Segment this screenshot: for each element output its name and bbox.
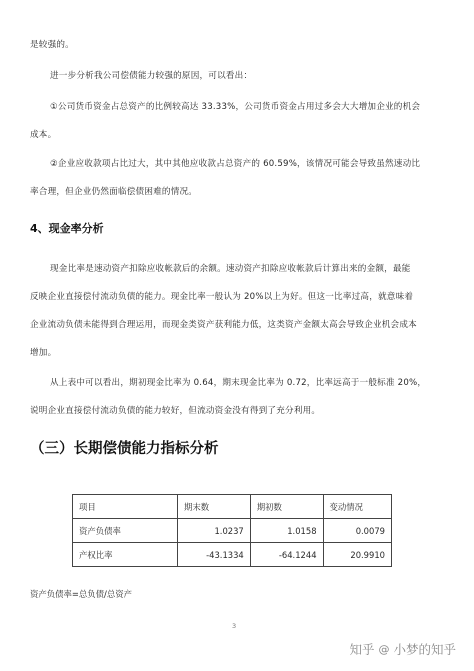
table-row xyxy=(73,519,392,543)
watermark-author: 小梦的知乎 xyxy=(393,642,456,657)
table-cell-value: 1.0158 xyxy=(250,519,323,543)
paragraph-point-1-line-1: ①公司货币资金占总资产的比例较高达 33.33%，公司货币资金占用过多会大大增加企业的机会 xyxy=(50,102,421,112)
paragraph-conclusion-tail: 是较强的。 xyxy=(30,40,74,50)
cash-ratio-conclusion-line-1: 从上表中可以看出，期初现金比率为 0.64，期末现金比率为 0.72，比率远高于一般标准 20%， xyxy=(50,378,427,388)
table-row xyxy=(73,543,392,567)
formula-note: 资产负债率=总负债/总资产 xyxy=(30,589,132,599)
paragraph-further-analysis: 进一步分析我公司偿债能力较强的原因，可以看出： xyxy=(50,71,253,81)
section-heading-long-term-solvency: （三）长期偿债能力指标分析 xyxy=(30,441,219,457)
paragraph-point-1-line-2: 成本。 xyxy=(30,130,57,140)
cash-ratio-paragraph-line-4: 增加。 xyxy=(30,348,57,358)
table-cell-item: 产权比率 xyxy=(73,543,178,567)
table-header-row xyxy=(73,495,392,519)
cash-ratio-paragraph-line-1: 现金比率是速动资产扣除应收帐款后的余额。速动资产扣除应收帐款后计算出来的金额，最能 xyxy=(50,264,411,274)
table-cell-value: 1.0237 xyxy=(178,519,251,543)
paragraph-point-2-line-1: ②企业应收款项占比过大，其中其他应收款占总资产的 60.59%，该情况可能会导致虽然速动比 xyxy=(50,159,421,169)
at-icon: @ xyxy=(378,642,390,656)
table-cell-value: -64.1244 xyxy=(250,543,323,567)
table-cell-value: -43.1334 xyxy=(178,543,251,567)
table-cell-value: 0.0079 xyxy=(323,519,391,543)
table-header-cell: 变动情况 xyxy=(323,495,391,519)
paragraph-point-2-line-2: 率合理，但企业仍然面临偿债困难的情况。 xyxy=(30,187,198,197)
table-cell-item: 资产负债率 xyxy=(73,519,178,543)
watermark xyxy=(349,640,456,658)
page-number: 3 xyxy=(232,622,237,630)
cash-ratio-paragraph-line-2: 反映企业直接偿付流动负债的能力。现金比率一般认为 20%以上为好。但这一比率过高，就意味着 xyxy=(30,292,414,302)
watermark-site: 知乎 xyxy=(349,642,375,657)
table-header-cell: 期初数 xyxy=(250,495,323,519)
cash-ratio-conclusion-line-2: 说明企业直接偿付流动负债的能力较好，但流动资金没有得到了充分利用。 xyxy=(30,406,321,416)
table-header-cell: 项目 xyxy=(73,495,178,519)
solvency-ratio-table xyxy=(72,494,392,567)
table-cell-value: 20.9910 xyxy=(323,543,391,567)
section-heading-cash-ratio: 4、现金率分析 xyxy=(30,222,104,235)
cash-ratio-paragraph-line-3: 企业流动负债未能得到合理运用，而现金类资产获利能力低，这类资产金额太高会导致企业机会成本 xyxy=(30,320,417,330)
table-header-cell: 期末数 xyxy=(178,495,251,519)
